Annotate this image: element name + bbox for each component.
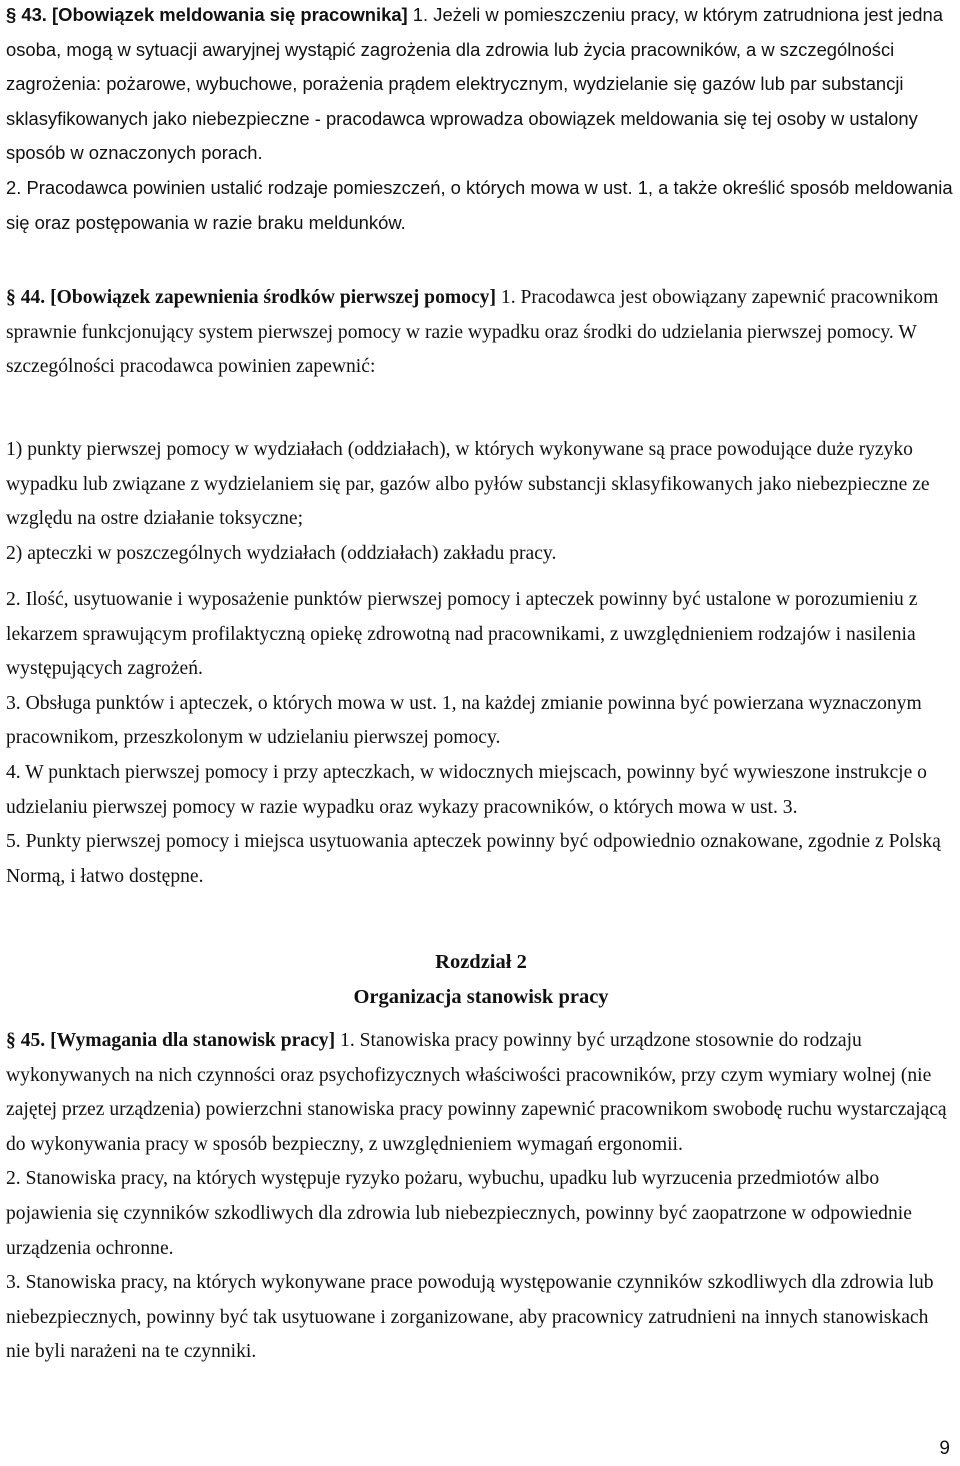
section-44	[6, 281, 956, 385]
section-44-text-1: 1. Pracodawca jest obowiązany zapewnić pracownikom sprawnie funkcjonujący system pierwszej pomocy w razie wypadku oraz środki do udzielania pierwszej pomocy. W szczególności pracodawca powinien zapewnić:	[6, 287, 939, 378]
chapter-heading	[6, 945, 956, 1015]
section-44-list	[6, 433, 956, 571]
section-43	[6, 0, 956, 240]
section-44-item-2: 2) apteczki w poszczególnych wydziałach (oddziałach) zakładu pracy.	[6, 542, 557, 564]
section-44-paragraph-5: 5. Punkty pierwszej pomocy i miejsca usytuowania apteczek powinny być odpowiednio oznakowane, zgodnie z Polską Normą, i łatwo dostępne.	[6, 831, 941, 887]
section-45-text-1: 1. Stanowiska pracy powinny być urządzone stosownie do rodzaju wykonywanych na nich czynności oraz psychofizycznych właściwości pracowników, przy czym wymiary wolnej (nie zajętej przez urządzenia) powierzchni stanowiska pracy powinny zapewnić pracownikom swobodę ruchu wystarczającą do wykonywania pracy w sposób bezpieczny, z uwzględnieniem wymagań ergonomii.	[6, 1030, 947, 1155]
section-44-paragraph-2: 2. Ilość, usytuowanie i wyposażenie punktów pierwszej pomocy i apteczek powinny być ustalone w porozumieniu z lekarzem sprawującym profilaktyczną opiekę zdrowotną nad pracownikami, z uwzględnieniem rodzajów i nasilenia występujących zagrożeń.	[6, 589, 918, 680]
section-43-paragraph-1	[6, 0, 956, 171]
section-45-paragraph-3: 3. Stanowiska pracy, na których wykonywane prace powodują występowanie czynników szkodliwych dla zdrowia lub niebezpiecznych, powinny być tak usytuowane i zorganizowane, aby pracownicy zatrudnieni na innych stanowiskach nie byli narażeni na te czynniki.	[6, 1272, 934, 1363]
section-44-rest	[6, 583, 956, 894]
section-44-item-1: 1) punkty pierwszej pomocy w wydziałach (oddziałach), w których wykonywane są prace powodujące duże ryzyko wypadku lub związane z wydzielaniem się par, gazów albo pyłów substancji sklasyfikowanych jako niebezpieczne ze względu na ostre działanie toksyczne;	[6, 439, 930, 530]
chapter-number: Rozdział 2	[435, 951, 527, 973]
section-45-paragraph-1	[6, 1024, 956, 1162]
page-number: 9	[939, 1438, 950, 1459]
section-44-paragraph-1	[6, 281, 956, 385]
section-45-paragraph-2: 2. Stanowiska pracy, na których występuje ryzyko pożaru, wybuchu, upadku lub wyrzucenia przedmiotów albo pojawienia się czynników szkodliwych dla zdrowia lub niebezpiecznych, powinny być zaopatrzone w odpowiednie urządzenia ochronne.	[6, 1168, 912, 1259]
chapter-title: Organizacja stanowisk pracy	[353, 986, 609, 1008]
section-43-heading: § 43. [Obowiązek meldowania się pracownika]	[6, 4, 408, 25]
section-45	[6, 1024, 956, 1370]
section-43-paragraph-2: 2. Pracodawca powinien ustalić rodzaje pomieszczeń, o których mowa w ust. 1, a także określić sposób meldowania się oraz postępowania w razie braku meldunków.	[6, 176, 953, 233]
section-45-heading: § 45. [Wymagania dla stanowisk pracy]	[6, 1030, 336, 1051]
section-44-paragraph-4: 4. W punktach pierwszej pomocy i przy apteczkach, w widocznych miejscach, powinny być wywieszone instrukcje o udzielaniu pierwszej pomocy w razie wypadku oraz wykazy pracowników, o których mowa w ust. 3.	[6, 761, 927, 818]
section-43-text-1: 1. Jeżeli w pomieszczeniu pracy, w którym zatrudniona jest jedna osoba, mogą w sytuacji awaryjnej wystąpić zagrożenia dla zdrowia lub życia pracowników, a w szczególności zagrożenia: pożarowe, wybuchowe, porażenia prądem elektrycznym, wydzielanie się gazów lub par substancji sklasyfikowanych jako niebezpieczne - pracodawca wprowadza obowiązek meldowania się tej osoby w ustalony sposób w oznaczonych porach.	[6, 4, 943, 164]
section-44-heading: § 44. [Obowiązek zapewnienia środków pierwszej pomocy]	[6, 287, 496, 308]
section-44-paragraph-3: 3. Obsługa punktów i apteczek, o których mowa w ust. 1, na każdej zmianie powinna być powierzana wyznaczonym pracownikom, przeszkolonym w udzielaniu pierwszej pomocy.	[6, 692, 922, 749]
